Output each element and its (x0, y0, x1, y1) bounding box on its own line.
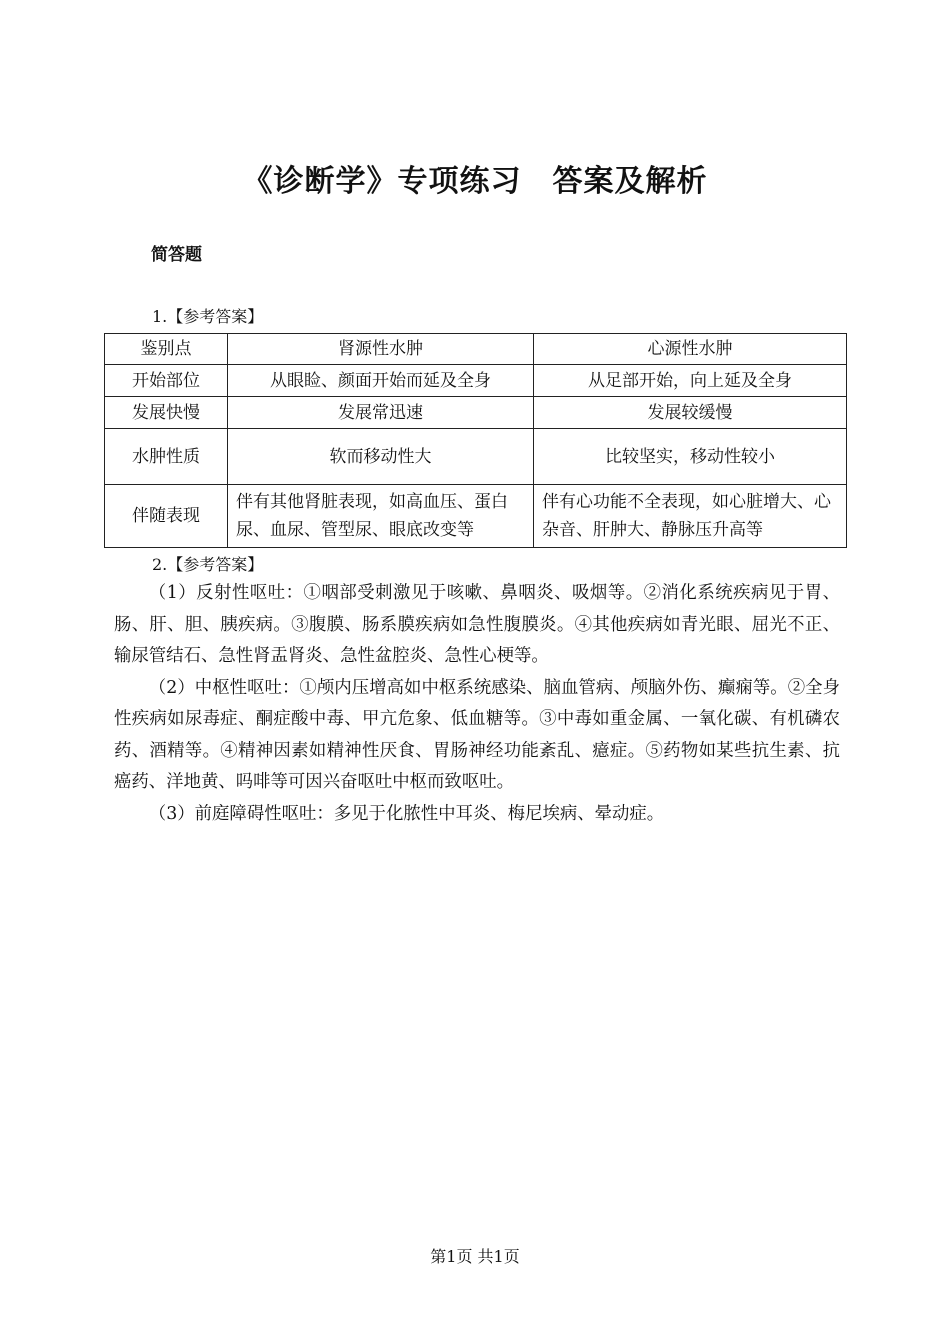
table-row (105, 429, 847, 485)
question-2-answer (114, 578, 840, 830)
table-cell: 伴随表现 (105, 485, 228, 548)
table-cell: 水肿性质 (105, 429, 228, 485)
table-cell: 开始部位 (105, 365, 228, 397)
answer-paragraph: （3）前庭障碍性呕吐：多见于化脓性中耳炎、梅尼埃病、晕动症。 (148, 803, 665, 824)
page-footer: 第1页 共1页 (430, 1247, 520, 1266)
table-cell: 发展快慢 (105, 397, 228, 429)
table-header-row (105, 334, 847, 365)
table-cell: 伴有其他肾脏表现，如高血压、蛋白尿、血尿、管型尿、眼底改变等 (228, 485, 534, 548)
document-title: 《诊断学》专项练习 答案及解析 (242, 164, 708, 199)
table-header-cell: 肾源性水肿 (228, 334, 534, 365)
table-cell: 伴有心功能不全表现，如心脏增大、心杂音、肝肿大、静脉压升高等 (534, 485, 847, 548)
answer-paragraph: （1）反射性呕吐：①咽部受刺激见于咳嗽、鼻咽炎、吸烟等。②消化系统疾病见于胃、肠、肝、胆、胰疾病。③腹膜、肠系膜疾病如急性腹膜炎。④其他疾病如青光眼、屈光不正、输尿管结石、急性肾盂肾炎、急性盆腔炎、急性心梗等。 (114, 583, 840, 666)
table-cell: 从足部开始，向上延及全身 (534, 365, 847, 397)
table-row (105, 365, 847, 397)
question-2-label: 2.【参考答案】 (152, 555, 264, 574)
table-cell: 软而移动性大 (228, 429, 534, 485)
table-cell: 比较坚实，移动性较小 (534, 429, 847, 485)
table-header-cell: 心源性水肿 (534, 334, 847, 365)
table-row (105, 397, 847, 429)
table-cell: 从眼睑、颜面开始而延及全身 (228, 365, 534, 397)
question-1-label: 1.【参考答案】 (152, 307, 264, 326)
table-cell: 发展较缓慢 (534, 397, 847, 429)
table-header-cell: 鉴别点 (105, 334, 228, 365)
table-cell: 发展常迅速 (228, 397, 534, 429)
answer-paragraph: （2）中枢性呕吐：①颅内压增高如中枢系统感染、脑血管病、颅脑外伤、癫痫等。②全身性疾病如尿毒症、酮症酸中毒、甲亢危象、低血糖等。③中毒如重金属、一氧化碳、有机磷农药、酒精等。④精神因素如精神性厌食、胃肠神经功能紊乱、癔症。⑤药物如某些抗生素、抗癌药、洋地黄、吗啡等可因兴奋呕吐中枢而致呕吐。 (114, 677, 840, 792)
edema-comparison-table (104, 333, 847, 548)
section-heading: 简答题 (151, 245, 202, 265)
table-row (105, 485, 847, 548)
